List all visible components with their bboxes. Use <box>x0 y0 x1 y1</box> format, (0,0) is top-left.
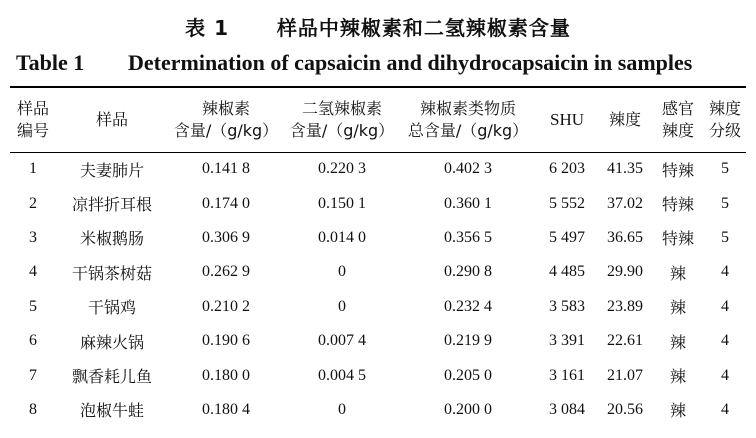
cell-capsaicin: 0.262 9 <box>202 263 250 281</box>
cell-dihydrocapsaicin: 0.007 4 <box>318 332 366 350</box>
cell-total: 0.200 0 <box>444 400 492 418</box>
cell-sensory: 辣 <box>669 298 686 318</box>
header-shu: SHU <box>549 110 584 129</box>
cell-number: 6 <box>29 332 37 350</box>
cell-shu: 3 583 <box>549 297 585 315</box>
cell-number: 1 <box>29 160 37 178</box>
header-capsaicin: 辣椒素 含量/（g/kg） <box>173 99 279 140</box>
cell-pungency: 21.07 <box>607 366 643 384</box>
header-row <box>10 88 746 152</box>
cell-capsaicin: 0.306 9 <box>202 228 250 246</box>
cell-number: 8 <box>29 400 37 418</box>
cell-sample: 干锅茶树菇 <box>71 263 152 283</box>
table-row <box>10 393 746 427</box>
table-row <box>10 324 746 358</box>
cell-sample: 麻辣火锅 <box>79 332 144 352</box>
cell-sensory: 辣 <box>669 332 686 352</box>
cell-number: 2 <box>29 194 37 212</box>
cell-sample: 飘香耗儿鱼 <box>71 367 152 387</box>
cell-shu: 6 203 <box>549 160 585 178</box>
cell-shu: 4 485 <box>549 263 585 281</box>
table-number: Table 1 <box>16 50 85 75</box>
cell-dihydrocapsaicin: 0.004 5 <box>318 366 366 384</box>
data-table <box>10 88 746 427</box>
cell-dihydrocapsaicin: 0 <box>338 400 346 418</box>
table-title-chinese: 表 1 样品中辣椒素和二氢辣椒素含量 <box>185 16 571 40</box>
cell-shu: 3 084 <box>549 400 585 418</box>
cell-grade: 5 <box>721 228 729 246</box>
cell-sample: 干锅鸡 <box>87 298 136 318</box>
cell-pungency: 23.89 <box>607 297 643 315</box>
cell-pungency: 36.65 <box>607 228 643 246</box>
header-sensory: 感官 辣度 <box>661 99 694 140</box>
cell-dihydrocapsaicin: 0.150 1 <box>318 194 366 212</box>
table-row <box>10 358 746 392</box>
cell-sensory: 辣 <box>669 401 686 421</box>
cell-pungency: 41.35 <box>607 160 643 178</box>
cell-number: 4 <box>29 263 37 281</box>
table-caption: Determination of capsaicin and dihydrocapsaicin in samples <box>128 50 693 75</box>
cell-pungency: 22.61 <box>607 332 643 350</box>
cell-total: 0.402 3 <box>444 160 492 178</box>
cell-total: 0.356 5 <box>444 228 492 246</box>
cell-sensory: 特辣 <box>661 195 694 215</box>
cell-pungency: 20.56 <box>607 400 643 418</box>
cell-number: 5 <box>29 297 37 315</box>
cell-sensory: 特辣 <box>661 160 694 180</box>
cell-number: 7 <box>29 366 37 384</box>
cell-sample: 泡椒牛蛙 <box>79 401 144 421</box>
cell-total: 0.205 0 <box>444 366 492 384</box>
cell-capsaicin: 0.141 8 <box>202 160 250 178</box>
header-sample-number: 样品 编号 <box>16 99 49 140</box>
cell-dihydrocapsaicin: 0 <box>338 297 346 315</box>
table-row <box>10 290 746 324</box>
cell-pungency: 37.02 <box>607 194 643 212</box>
cell-total: 0.290 8 <box>444 263 492 281</box>
table-row <box>10 221 746 255</box>
cell-capsaicin: 0.210 2 <box>202 297 250 315</box>
cell-dihydrocapsaicin: 0.220 3 <box>318 160 366 178</box>
cell-grade: 5 <box>721 160 729 178</box>
cell-dihydrocapsaicin: 0 <box>338 263 346 281</box>
table-title-english <box>16 50 746 76</box>
cell-total: 0.232 4 <box>444 297 492 315</box>
cell-capsaicin: 0.180 0 <box>202 366 250 384</box>
header-sample: 样品 <box>95 110 128 129</box>
cell-grade: 4 <box>721 332 729 350</box>
cell-grade: 4 <box>721 297 729 315</box>
cell-shu: 5 552 <box>549 194 585 212</box>
cell-grade: 5 <box>721 194 729 212</box>
cell-sensory: 特辣 <box>661 229 694 249</box>
cell-sample: 米椒鹅肠 <box>79 229 144 249</box>
cell-pungency: 29.90 <box>607 263 643 281</box>
cell-sensory: 辣 <box>669 367 686 387</box>
cell-grade: 4 <box>721 263 729 281</box>
table-row <box>10 186 746 220</box>
cell-shu: 3 391 <box>549 332 585 350</box>
cell-grade: 4 <box>721 400 729 418</box>
cell-capsaicin: 0.180 4 <box>202 400 250 418</box>
cell-capsaicin: 0.190 6 <box>202 332 250 350</box>
cell-number: 3 <box>29 228 37 246</box>
header-grade: 辣度 分级 <box>708 99 741 140</box>
cell-sample: 凉拌折耳根 <box>71 195 152 215</box>
cell-sensory: 辣 <box>669 263 686 283</box>
header-pungency: 辣度 <box>608 110 641 129</box>
cell-shu: 5 497 <box>549 228 585 246</box>
cell-sample: 夫妻肺片 <box>79 160 144 180</box>
cell-shu: 3 161 <box>549 366 585 384</box>
table-row <box>10 255 746 289</box>
cell-grade: 4 <box>721 366 729 384</box>
cell-capsaicin: 0.174 0 <box>202 194 250 212</box>
header-dihydrocapsaicin: 二氢辣椒素 含量/（g/kg） <box>289 99 395 140</box>
cell-total: 0.360 1 <box>444 194 492 212</box>
cell-total: 0.219 9 <box>444 332 492 350</box>
cell-dihydrocapsaicin: 0.014 0 <box>318 228 366 246</box>
header-total: 辣椒素类物质 总含量/（g/kg） <box>407 99 529 140</box>
table-row <box>10 152 746 186</box>
